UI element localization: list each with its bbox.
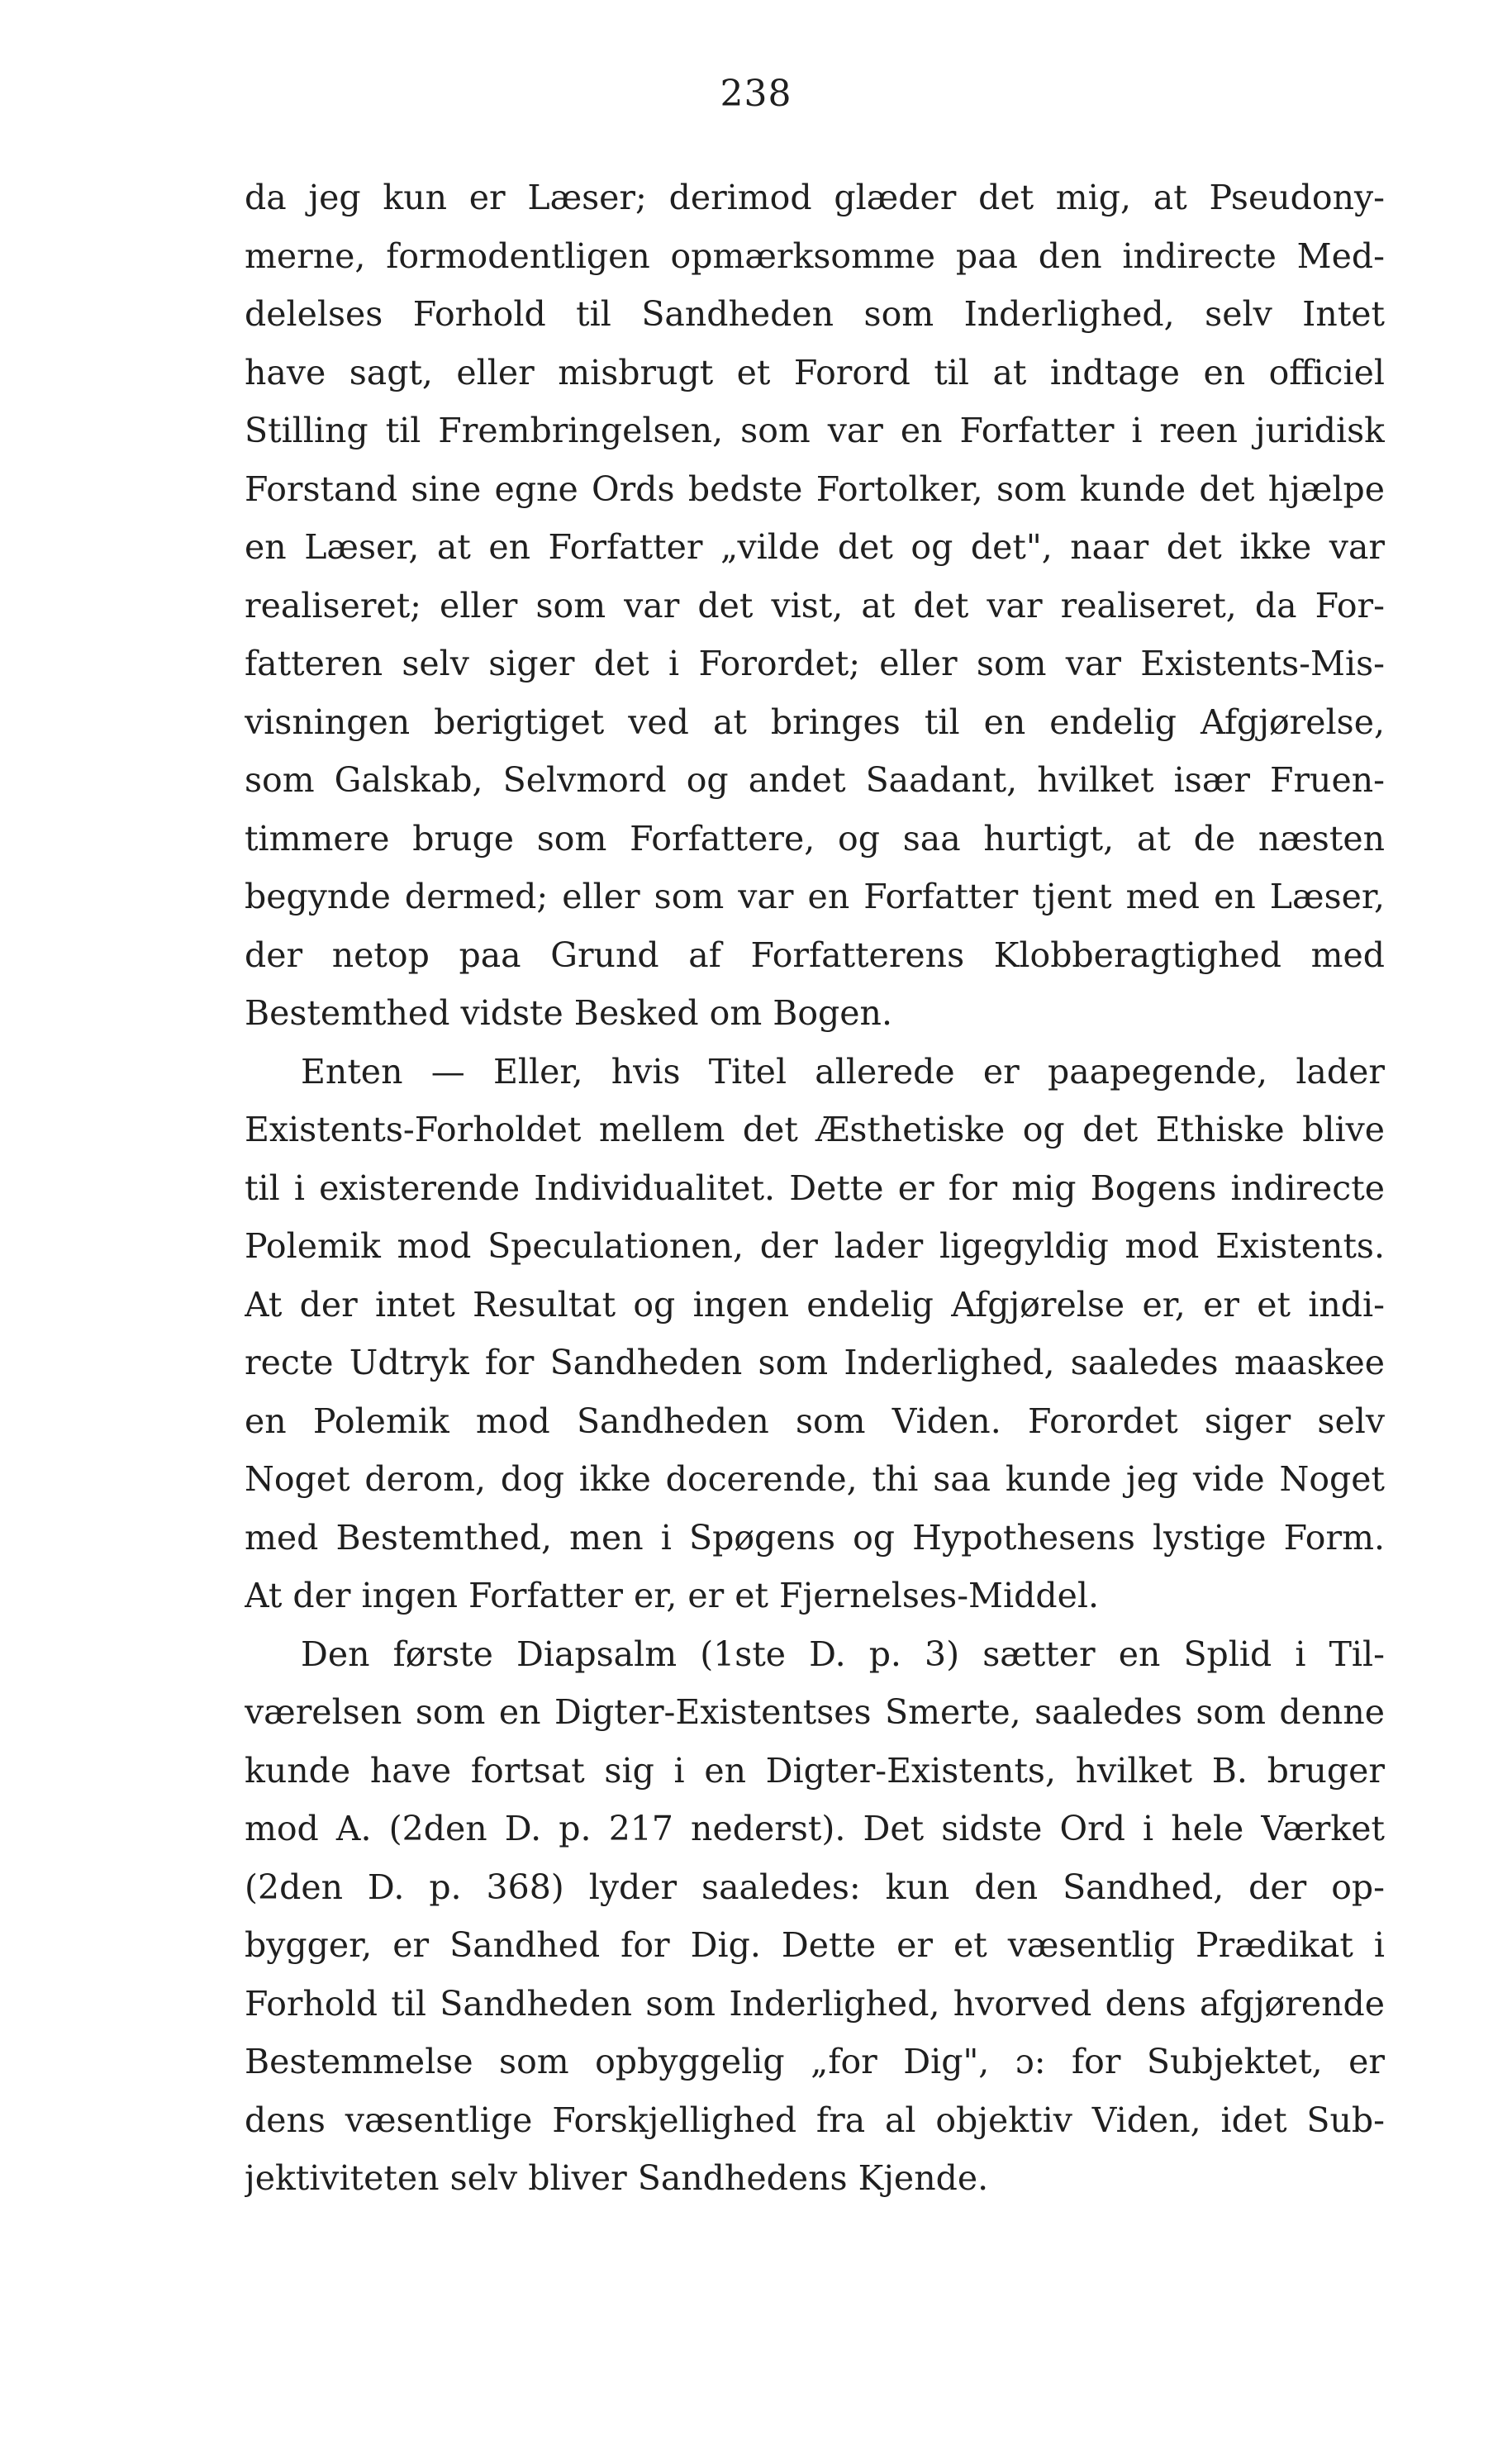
- text-line: en Polemik mod Sandheden som Viden. Forordet siger selv: [245, 1401, 1385, 1441]
- text-line: med Bestemthed, men i Spøgens og Hypothesens lystige Form.: [245, 1517, 1385, 1558]
- text-line: At der ingen Forfatter er, er et Fjernelses-Middel.: [245, 1576, 1100, 1615]
- text-line: jektiviteten selv bliver Sandhedens Kjende.: [245, 2158, 989, 2198]
- text-line: Den første Diapsalm (1ste D. p. 3) sætter en Splid i Til-: [301, 1634, 1385, 1674]
- text-line: begynde dermed; eller som var en Forfatter tjent med en Læser,: [245, 877, 1385, 916]
- text-line: værelsen som en Digter-Existentses Smerte, saaledes som denne: [245, 1692, 1385, 1732]
- text-line: visningen berigtiget ved at bringes til en endelig Afgjørelse,: [245, 702, 1385, 742]
- text-line: Forstand sine egne Ords bedste Fortolker, som kunde det hjælpe: [245, 468, 1385, 509]
- text-line: Forhold til Sandheden som Inderlighed, hvorved dens afgjørende: [245, 1983, 1385, 2024]
- text-line: fatteren selv siger det i Forordet; eller som var Existents-Mis-: [245, 644, 1385, 683]
- body-text: [245, 169, 1385, 2208]
- text-line: kunde have fortsat sig i en Digter-Existents, hvilket B. bruger: [245, 1750, 1385, 1791]
- text-line: At der intet Resultat og ingen endelig Afgjørelse er, er et indi-: [245, 1284, 1385, 1325]
- text-line: Noget derom, dog ikke docerende, thi saa kunde jeg vide Noget: [245, 1459, 1385, 1499]
- text-line: Bestemmelse som opbyggelig „for Dig", ɔ: for Subjektet, er: [245, 2042, 1385, 2081]
- text-line: delelses Forhold til Sandheden som Inderlighed, selv Intet: [245, 294, 1385, 334]
- page-number: 238: [720, 73, 792, 115]
- text-line: realiseret; eller som var det vist, at det var realiseret, da For-: [245, 585, 1385, 625]
- text-line: som Galskab, Selvmord og andet Saadant, hvilket især Fruen-: [245, 760, 1385, 800]
- text-line: bygger, er Sandhed for Dig. Dette er et væsentlig Prædikat i: [245, 1925, 1385, 1965]
- text-line: Bestemthed vidste Besked om Bogen.: [245, 993, 892, 1033]
- text-line: da jeg kun er Læser; derimod glæder det mig, at Pseudony-: [245, 178, 1385, 217]
- text-line: merne, formodentligen opmærksomme paa den indirecte Med-: [245, 235, 1385, 276]
- text-line: Stilling til Frembringelsen, som var en Forfatter i reen juridisk: [245, 411, 1385, 450]
- text-line: Existents-Forholdet mellem det Æsthetiske og det Ethiske blive: [245, 1110, 1385, 1149]
- text-line: dens væsentlige Forskjellighed fra al objektiv Viden, idet Sub-: [245, 2100, 1385, 2140]
- text-line: Polemik mod Speculationen, der lader ligegyldig mod Existents.: [245, 1226, 1385, 1266]
- text-line: mod A. (2den D. p. 217 nederst). Det sidste Ord i hele Værket: [245, 1809, 1385, 1848]
- text-line: en Læser, at en Forfatter „vilde det og det", naar det ikke var: [245, 527, 1385, 567]
- text-line: timmere bruge som Forfattere, og saa hurtigt, at de næsten: [245, 818, 1385, 859]
- text-line: have sagt, eller misbrugt et Forord til at indtage en officiel: [245, 352, 1385, 392]
- text-line: til i existerende Individualitet. Dette er for mig Bogens indirecte: [245, 1168, 1385, 1208]
- text-line: (2den D. p. 368) lyder saaledes: kun den Sandhed, der op-: [245, 1867, 1385, 1907]
- text-line: recte Udtryk for Sandheden som Inderlighed, saaledes maaskee: [245, 1343, 1385, 1382]
- text-line: Enten — Eller, hvis Titel allerede er paapegende, lader: [301, 1051, 1385, 1092]
- text-line: der netop paa Grund af Forfatterens Klobberagtighed med: [245, 935, 1385, 975]
